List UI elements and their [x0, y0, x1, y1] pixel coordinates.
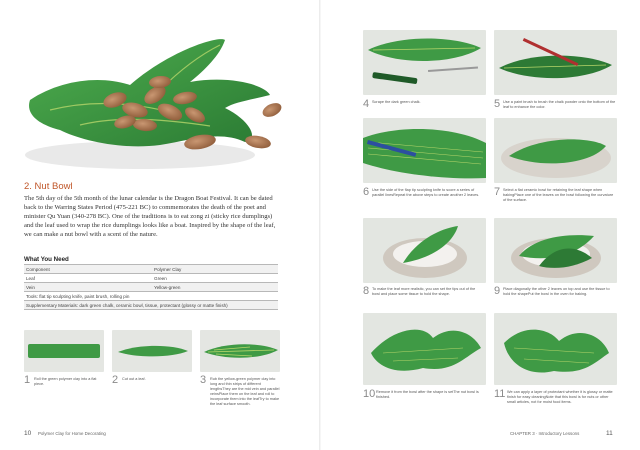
materials-table: [24, 264, 278, 310]
step-number: 6: [363, 186, 370, 198]
hero-photo-nut-bowl: [20, 30, 310, 180]
step-10-photo: [363, 313, 486, 385]
step-number: 7: [494, 186, 501, 198]
table-cell: Vein: [24, 283, 152, 292]
step-number: 10: [363, 388, 376, 400]
table-row: [24, 274, 278, 283]
what-you-need-heading: What You Need: [24, 256, 69, 263]
table-row: [24, 292, 278, 301]
step-text: To make the leaf more realistic, you can set the tips out of the bowl and place some tissue to hold the shape.: [372, 287, 476, 296]
step-text: We can apply a layer of protectant whether it is glossy or matte finish for easy cleaningNote that this bowl is for nuts or other small articles, not for moist food items.: [507, 390, 613, 404]
right-running-chapter: CHAPTER 3 · Introductory Lessons: [510, 431, 580, 436]
step-3-photo: [200, 330, 280, 372]
step-2-photo: [112, 330, 192, 372]
step-number: 5: [494, 98, 501, 110]
step-4-photo: [363, 30, 486, 95]
step-text: Remove it from the bowl after the shape is setThe nut bowl is finished.: [376, 390, 479, 399]
table-cell: Component: [24, 265, 152, 274]
step-text: Use a paint brush to brush the chalk powder onto the bottom of the leaf to enhance the color.: [503, 100, 616, 109]
step-5-photo: [494, 30, 617, 95]
step-number: 1: [24, 374, 31, 386]
step-text: Roll the green polymer clay into a flat piece.: [34, 377, 97, 386]
step-7-photo: [494, 118, 617, 183]
step-text: Use the side of the flap tip sculpting knife to score a series of parallel linesRepeat the above steps to create another 2 leaves.: [372, 188, 480, 197]
step-number: 2: [112, 374, 119, 386]
left-running-title: Polymer Clay for Home Decorating: [38, 431, 106, 436]
right-page-number: 11: [606, 430, 613, 437]
step-text: Cut out a leaf.: [122, 377, 146, 381]
left-page-number: 10: [24, 430, 32, 437]
step-6-photo: [363, 118, 486, 183]
step-text: Scrape the dark green chalk.: [372, 100, 421, 104]
step-text: Rub the yellow-green polymer clay into long and thin strips of different lengthsThey are the mid vein and parallel veinsPlace them on the leaf and roll to incorporate them into the leafTry to make the leaf surface smooth.: [210, 377, 280, 406]
table-cell: Green: [152, 274, 278, 283]
step-number: 8: [363, 285, 370, 297]
intro-paragraph: The 5th day of the 5th month of the lunar calendar is the Dragon Boat Festival. It can be dated back to the Warring States Period (475-221 BC) to commemorates the death of the poet and minister Qu Yuan (340-278 BC). One of the traditions is to eat zong zi (sticky rice dumplings) and the leaf used to wrap the rice dumplings looks like a boat. Inspired by the shape of the leaf, we can make a nut bowl with a scent of the nature.: [24, 195, 276, 238]
table-cell: Yellow-green: [152, 283, 278, 292]
step-8-photo: [363, 218, 486, 283]
table-row: [24, 283, 278, 292]
step-number: 4: [363, 98, 370, 110]
supplementary-cell: Supplementary Materials: dark green chalk, ceramic bowl, tissue, protectant (glossy or matte finish): [24, 301, 278, 310]
step-number: 3: [200, 374, 207, 386]
page-gutter: [319, 0, 321, 450]
table-cell: Leaf: [24, 274, 152, 283]
step-number: 9: [494, 285, 501, 297]
section-title: 2. Nut Bowl: [24, 181, 73, 192]
table-row: [24, 265, 278, 274]
table-row: [24, 301, 278, 310]
table-cell: Polymer Clay: [152, 265, 278, 274]
step-number: 11: [494, 388, 506, 400]
tools-cell: Tools: flat tip sculpting knife, paint brush, rolling pin: [24, 292, 278, 301]
step-9-photo: [494, 218, 617, 283]
step-1-photo: [24, 330, 104, 372]
step-11-photo: [494, 313, 617, 385]
step-text: Place diagonally the other 2 leaves on top and use the tissue to hold the shapePut the bowl in the oven for baking.: [503, 287, 610, 296]
step-text: Select a flat ceramic bowl for retaining the leaf shape when bakingPlace one of the leaves on the bowl following the curvature of the surface.: [503, 188, 614, 202]
